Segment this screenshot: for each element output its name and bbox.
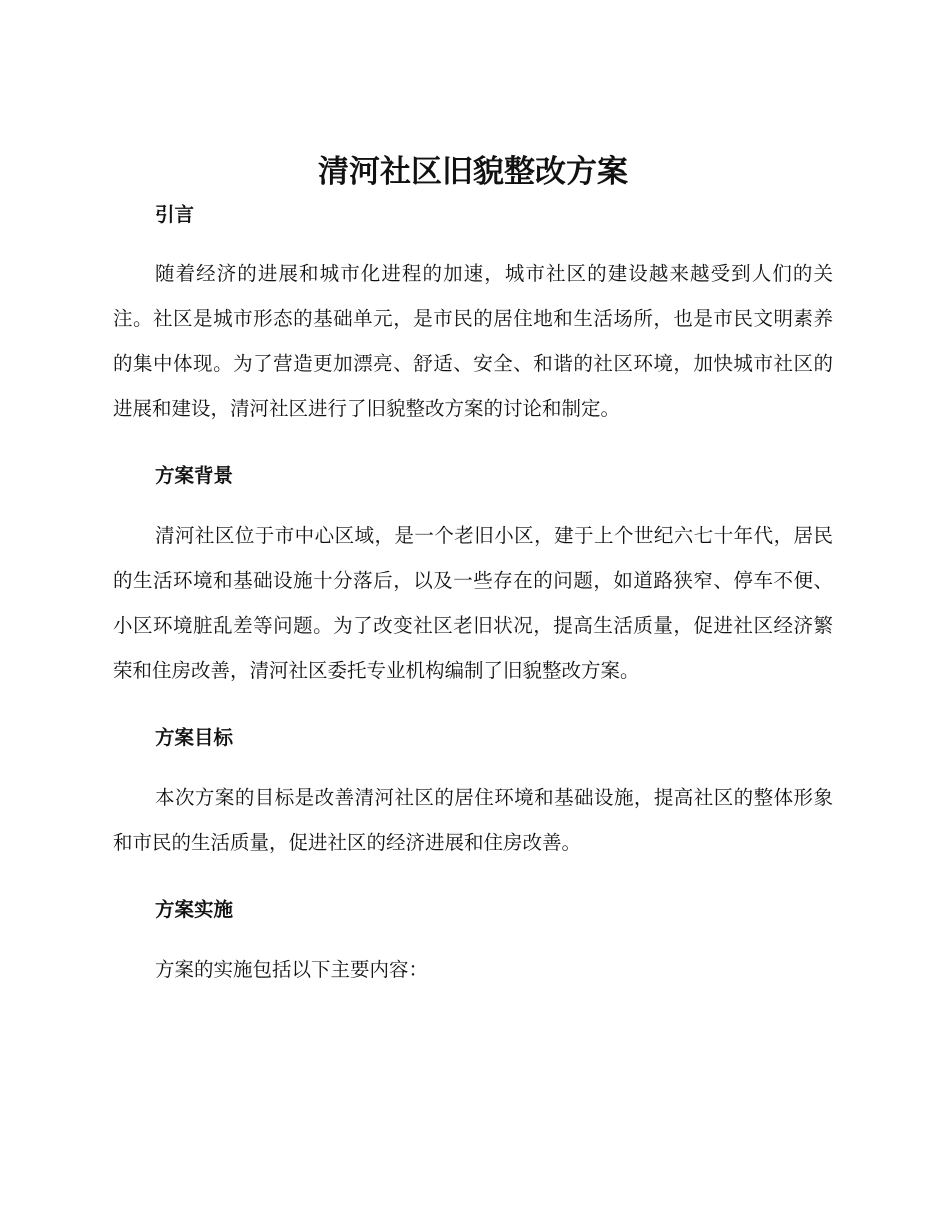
section-heading-background: 方案背景: [155, 464, 234, 487]
document-body: [113, 148, 833, 992]
section-paragraph-implementation: 方案的实施包括以下主要内容：: [155, 958, 429, 981]
section-heading-goals: 方案目标: [155, 726, 234, 749]
section-heading-implementation: 方案实施: [155, 898, 234, 921]
section-paragraph-intro: 随着经济的进展和城市化进程的加速，城市社区的建设越来越受到人们的关注。社区是城市形态的基础单元，是市民的居住地和生活场所，也是市民文明素养的集中体现。为了营造更加漂亮、舒适、安全、和谐的社区环境，加快城市社区的进展和建设，清河社区进行了旧貌整改方案的讨论和制定。: [113, 262, 833, 420]
section-paragraph-background: 清河社区位于市中心区域，是一个老旧小区，建于上个世纪六七十年代，居民的生活环境和基础设施十分落后，以及一些存在的问题，如道路狭窄、停车不便、小区环境脏乱差等问题。为了改变社区老旧状况，提高生活质量，促进社区经济繁荣和住房改善，清河社区委托专业机构编制了旧貌整改方案。: [113, 524, 833, 682]
section-paragraph-goals: 本次方案的目标是改善清河社区的居住环境和基础设施，提高社区的整体形象和市民的生活质量，促进社区的经济进展和住房改善。: [113, 786, 833, 854]
document-title: 清河社区旧貌整改方案: [318, 154, 628, 190]
section-heading-intro: 引言: [155, 203, 195, 226]
